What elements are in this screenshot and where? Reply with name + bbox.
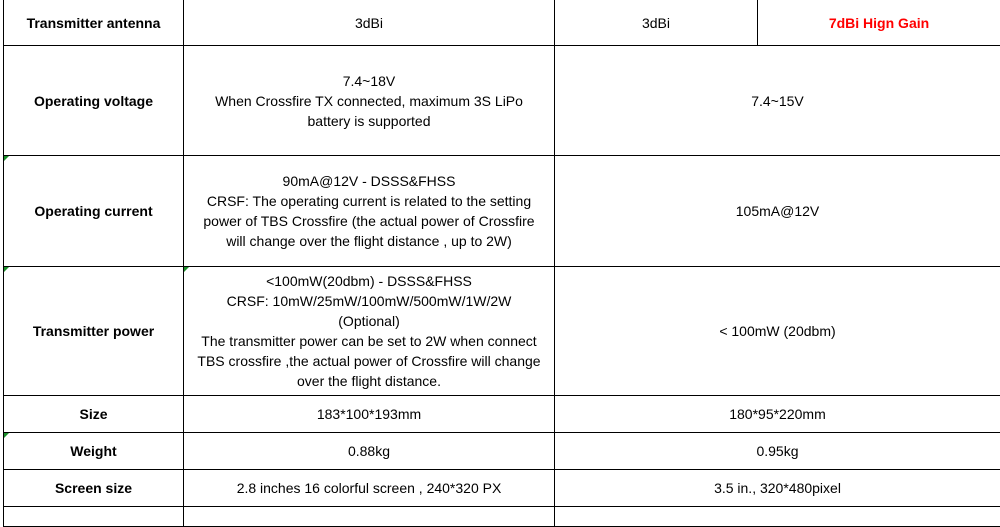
table-row-power [4, 267, 1000, 396]
row-label-antenna: Transmitter antenna [4, 0, 184, 46]
row-label-text: Transmitter power [33, 323, 154, 339]
cell-antenna-b: 3dBi [555, 0, 758, 46]
spec-table [3, 0, 1000, 527]
cell-line: (Optional) [186, 311, 552, 331]
cell-line: CRSF: The operating current is related to the setting [186, 191, 552, 211]
cell-screen-b: 3.5 in., 320*480pixel [555, 470, 1000, 507]
corner-marker [4, 433, 9, 438]
cell-size-b: 180*95*220mm [555, 396, 1000, 433]
table-row-antenna [4, 0, 1000, 46]
empty-cell [184, 507, 555, 527]
cell-current-b: 105mA@12V [555, 156, 1000, 267]
cell-antenna-a: 3dBi [184, 0, 555, 46]
cell-power-b: < 100mW (20dbm) [555, 267, 1000, 396]
cell-current-a [184, 156, 555, 267]
cell-weight-b: 0.95kg [555, 433, 1000, 470]
corner-marker [184, 267, 189, 272]
cell-line: over the flight distance. [186, 371, 552, 391]
table-row-weight [4, 433, 1000, 470]
row-label-text: Weight [70, 443, 116, 459]
table-row-current [4, 156, 1000, 267]
cell-weight-a: 0.88kg [184, 433, 555, 470]
table-row-screen [4, 470, 1000, 507]
row-label-voltage: Operating voltage [4, 46, 184, 156]
table-row-size [4, 396, 1000, 433]
cell-voltage-b: 7.4~15V [555, 46, 1000, 156]
cell-line: The transmitter power can be set to 2W when connect [186, 331, 552, 351]
cell-line: TBS crossfire ,the actual power of Crossfire will change [186, 351, 552, 371]
cell-line: battery is supported [186, 111, 552, 131]
cell-line: CRSF: 10mW/25mW/100mW/500mW/1W/2W [186, 291, 552, 311]
empty-cell [4, 507, 184, 527]
cell-line: power of TBS Crossfire (the actual power of Crossfire [186, 211, 552, 231]
row-label-text: Operating current [34, 203, 152, 219]
cell-screen-a: 2.8 inches 16 colorful screen , 240*320 PX [184, 470, 555, 507]
table-row-voltage [4, 46, 1000, 156]
corner-marker [4, 267, 9, 272]
row-label-current [4, 156, 184, 267]
cell-line: <100mW(20dbm) - DSSS&FHSS [186, 271, 552, 291]
row-label-weight [4, 433, 184, 470]
cell-antenna-c-highlight: 7dBi Hign Gain [758, 0, 1000, 46]
row-label-size: Size [4, 396, 184, 433]
cell-line: 7.4~18V [186, 71, 552, 91]
cell-line: 90mA@12V - DSSS&FHSS [186, 171, 552, 191]
row-label-power [4, 267, 184, 396]
cell-size-a: 183*100*193mm [184, 396, 555, 433]
corner-marker [4, 156, 9, 161]
cell-line: will change over the flight distance , up to 2W) [186, 231, 552, 251]
row-label-screen: Screen size [4, 470, 184, 507]
cell-power-a [184, 267, 555, 396]
empty-cell [555, 507, 1000, 527]
cell-voltage-a [184, 46, 555, 156]
cell-line: When Crossfire TX connected, maximum 3S LiPo [186, 91, 552, 111]
table-row-partial [4, 507, 1000, 527]
